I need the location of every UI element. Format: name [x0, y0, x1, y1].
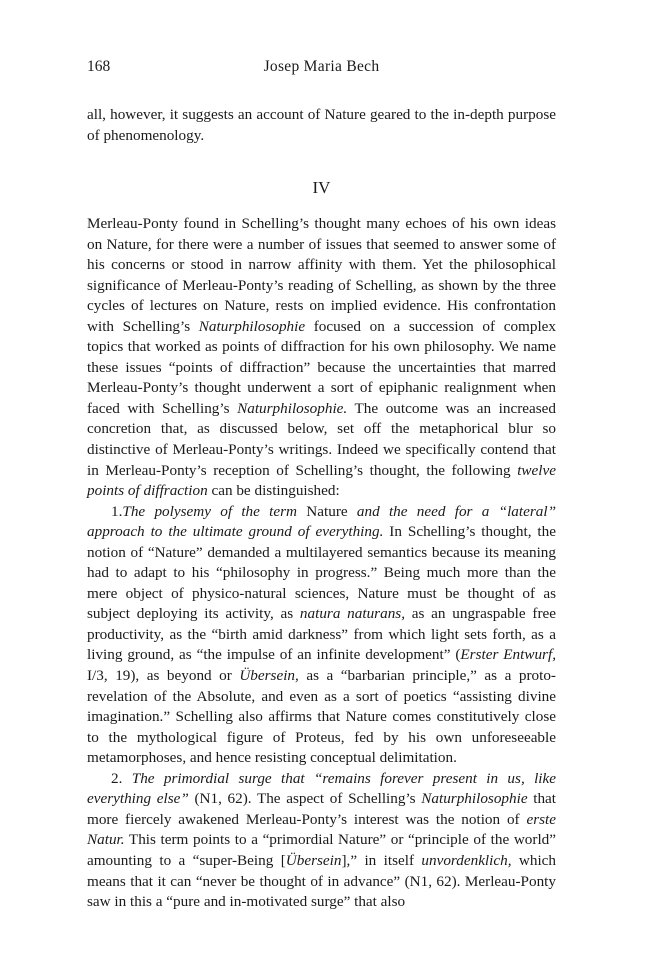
- paragraph-2-text-4: I/3, 19), as beyond or: [87, 667, 240, 685]
- paragraph-1-italic-1: Naturphilosophie: [198, 317, 306, 335]
- paragraph-2-italic-2: and the need for a “lateral” approach to the ultimate ground of everything.: [87, 502, 557, 541]
- paragraph-1-text-3: The outcome was an increased concretion that, as discussed below, set off the metaphorical blur so distinctive of Merleau-Ponty’s writings. Indeed we specifically contend that in Merleau-Ponty’s reception of Schelling’s thought, the following: [87, 399, 556, 479]
- paragraph-2-text-2: In Schelling’s thought, the notion of “Nature” demanded a multilayered semantics because its meaning had to adapt to his “philosophy in progress.” Being much more than the mere object of physico-natural sciences, Nature must be thought of as subject deploying its activity, as: [87, 523, 556, 623]
- paragraph-2-italic-5: Übersein: [239, 667, 296, 685]
- paragraph-2-number: 1.: [111, 502, 123, 520]
- paragraph-3: [87, 769, 556, 913]
- paragraph-3-italic-4: Übersein: [285, 851, 342, 869]
- paragraph-2-italic-3: natura naturans,: [299, 605, 405, 623]
- paragraph-2-italic-1: The polysemy of the term: [122, 502, 298, 520]
- paragraph-3-text-5: which means that it can “never be thought of in advance” (N1, 62). Merleau-Ponty saw in this a “pure and in-motivated surge” that also: [87, 851, 556, 911]
- paragraph-3-text-3: This term points to a “primordial Nature” or “principle of the world” amounting to a “super-Being [: [87, 831, 556, 869]
- paragraph-3-number: 2.: [111, 769, 132, 787]
- paragraph-1: [87, 214, 556, 502]
- paragraph-2-italic-4: Erster Entwurf,: [460, 646, 556, 664]
- paragraph-1-italic-2: Naturphilosophie.: [237, 399, 348, 417]
- paragraph-3-text-2: that more fiercely awakened Merleau-Ponty’s interest was the notion of: [87, 790, 556, 828]
- body-text: [87, 214, 556, 913]
- paragraph-1-text-4: can be distinguished:: [207, 482, 340, 500]
- paragraph-3-text-1: (N1, 62). The aspect of Schelling’s: [188, 790, 422, 808]
- paragraph-1-italic-3: twelve points of diffraction: [87, 461, 556, 500]
- page-number: 168: [87, 58, 111, 75]
- paragraph-3-italic-3: erste Natur.: [87, 810, 556, 849]
- intro-text: all, however, it suggests an account of Nature geared to the in-depth purpose of phenomenology.: [87, 106, 556, 144]
- section-heading: IV: [312, 178, 331, 197]
- paragraph-3-italic-1: The primordial surge that “remains forever present in us, like everything else”: [87, 769, 557, 808]
- paragraph-1-text-2: focused on a succession of complex topics that worked as points of diffraction for his own philosophy. We name these issues “points of diffraction” because the uncertainties that marred Merleau-Ponty’s thought underwent a sort of epiphanic realignment when faced with Schelling’s: [87, 317, 557, 417]
- page-header: [87, 58, 556, 80]
- intro-paragraph: [87, 105, 556, 146]
- paragraph-2: [87, 502, 556, 769]
- paragraph-3-text-4: ],” in itself: [341, 851, 422, 869]
- running-head: Josep Maria Bech: [263, 58, 380, 75]
- paragraph-3-italic-2: Naturphilosophie: [421, 790, 528, 808]
- paragraph-2-text-3: as an ungraspable free productivity, as the “birth amid darkness” from which light sets forth, as a living ground, as “the impulse of an infinite development” (: [87, 605, 556, 664]
- paragraph-3-italic-5: unvordenklich,: [421, 851, 512, 869]
- paragraph-1-text-1: Merleau-Ponty found in Schelling’s thought many echoes of his own ideas on Nature, for there were a number of issues that seemed to answer some of his concerns or stood in narrow affinity with them. Yet the philosophical significance of Merleau-Ponty’s reading of Schelling, as shown by the three cycles of lectures on Nature, rests on implied evidence. His confrontation with Schelling’s: [87, 215, 556, 335]
- paragraph-2-text-5: , as a “barbarian principle,” as a proto-revelation of the Absolute, and even as a sort of poetics “assisting divine imagination.” Schelling also affirms that Nature comes constitutively close to the mythological figure of Proteus, fed by his own unforeseeable metamorphoses, and hence resisting conceptual delimitation.: [87, 667, 556, 767]
- paragraph-2-text-1: Nature: [297, 502, 357, 520]
